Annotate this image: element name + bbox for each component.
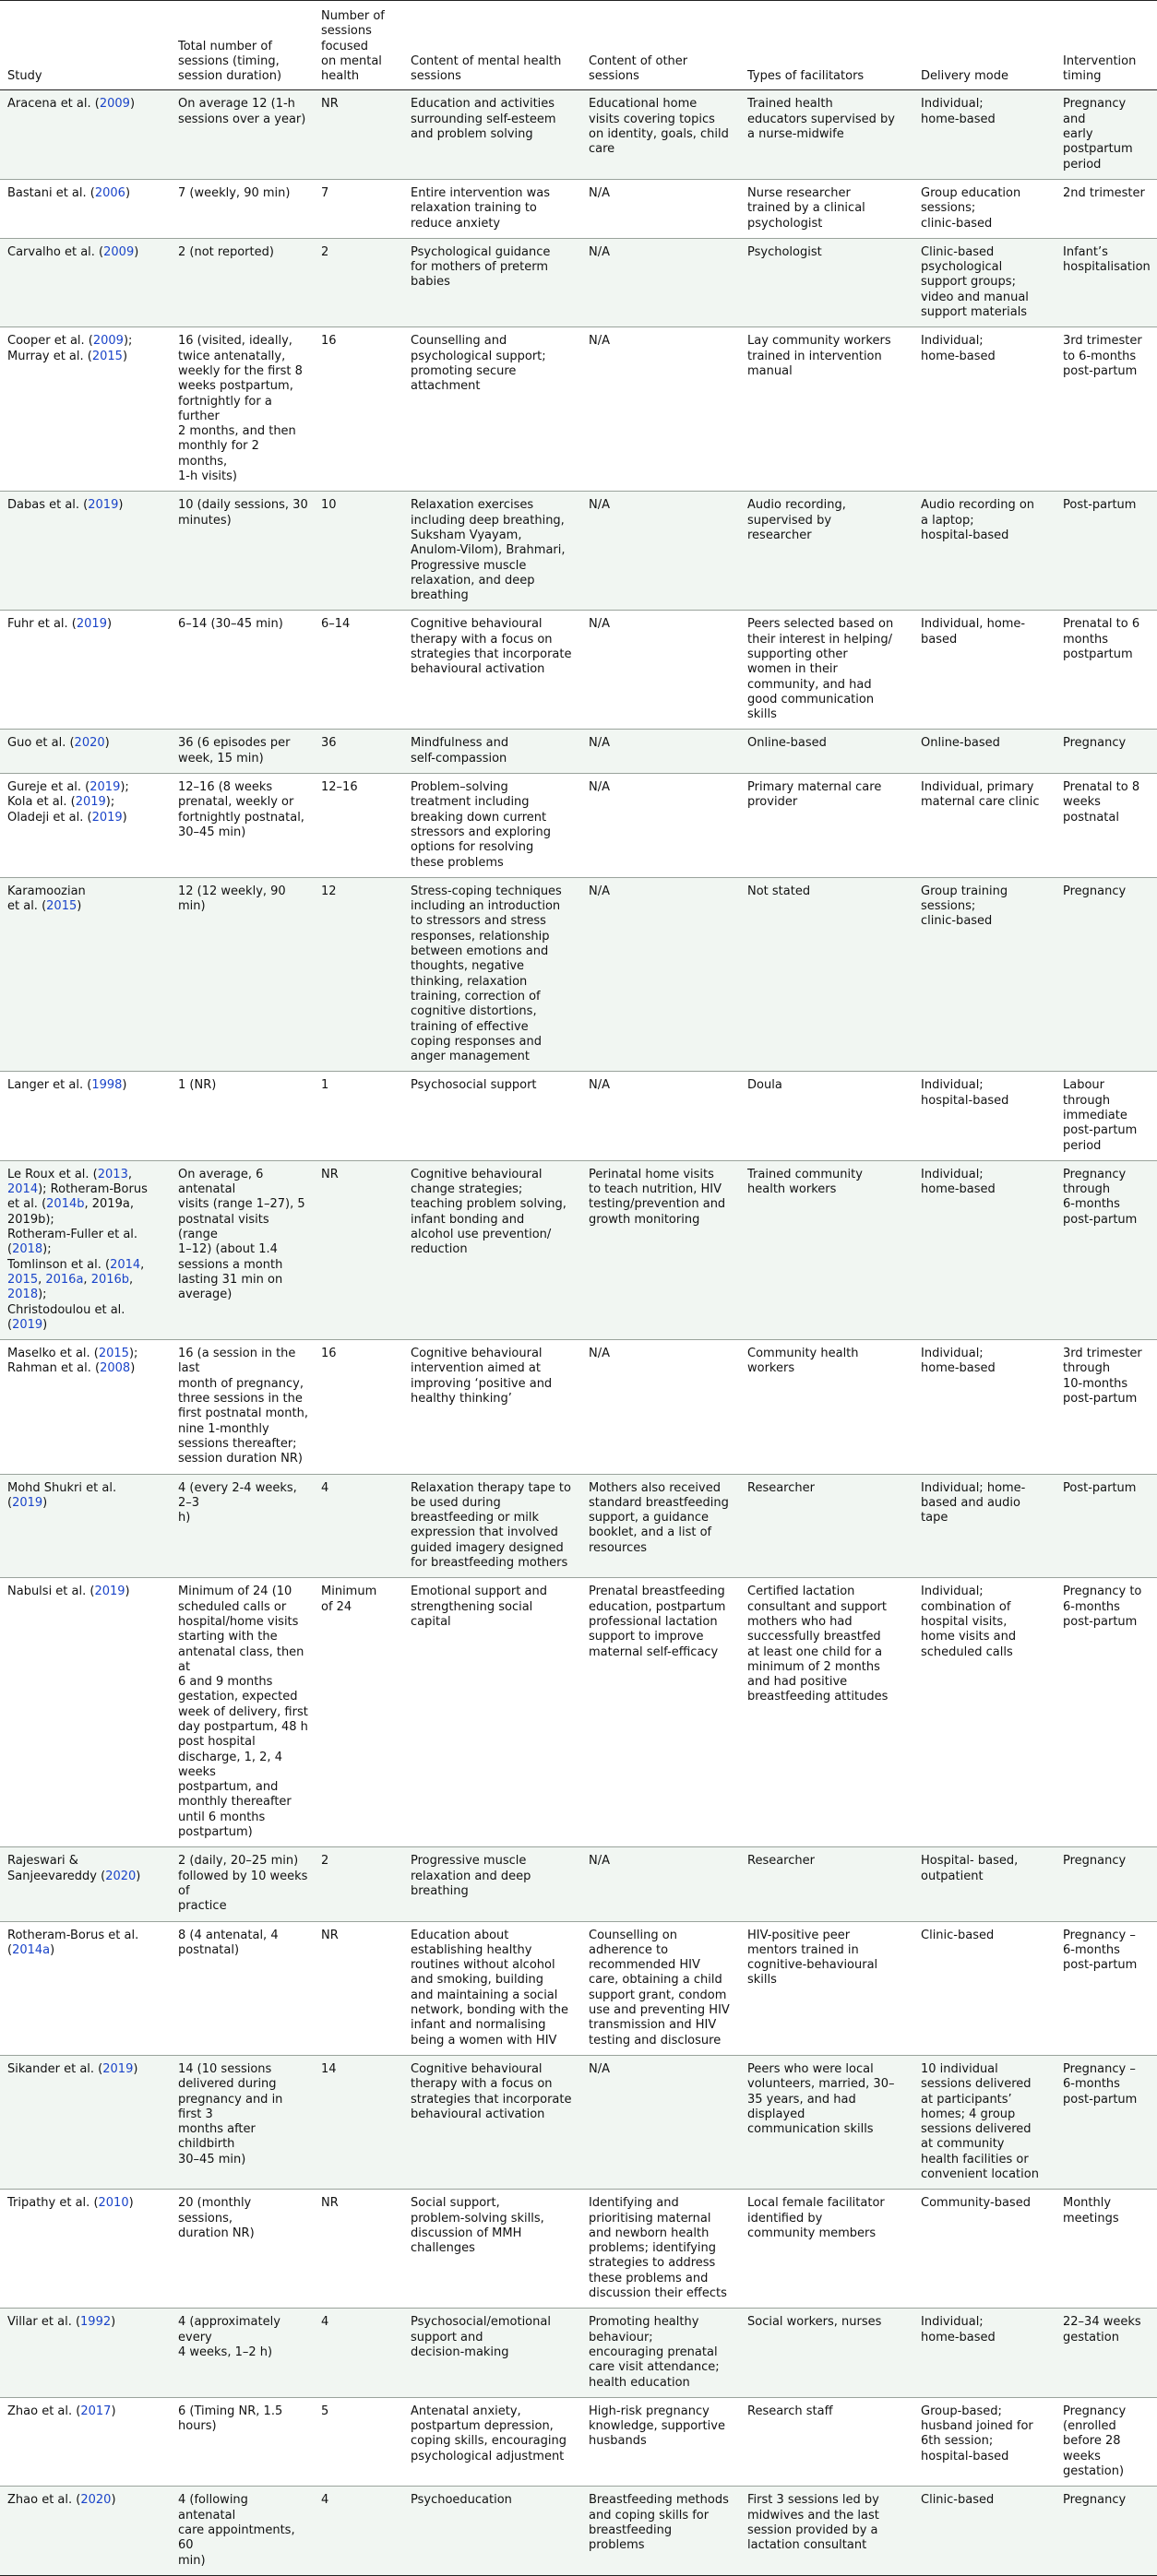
header-delivery-mode: Delivery mode xyxy=(913,1,1056,90)
cell-mental-health-content: Education and activities surrounding self-esteem and problem solving xyxy=(403,90,581,179)
header-facilitators: Types of facilitators xyxy=(740,1,913,90)
citation-year-link[interactable]: 2014 xyxy=(110,1257,141,1272)
cell-mental-health-content: Progressive muscle relaxation and deep breathing xyxy=(403,1847,581,1921)
study-text: Sikander et al. ( xyxy=(7,2061,103,2076)
citation-year-link[interactable]: 2015 xyxy=(7,1272,39,1287)
citation-year-link[interactable]: 2019 xyxy=(12,1495,43,1510)
cell-other-content: N/A xyxy=(581,877,740,1072)
cell-mental-health-sessions: 4 xyxy=(314,1474,403,1578)
table-row xyxy=(0,1160,1157,1339)
table-row xyxy=(0,2397,1157,2486)
cell-delivery-mode: Individual; combination of hospital visits, home visits and scheduled calls xyxy=(913,1578,1056,1847)
cell-study xyxy=(0,877,171,1072)
cell-mental-health-sessions: 16 xyxy=(314,1340,403,1474)
cell-facilitators: Psychologist xyxy=(740,238,913,326)
study-text: ) xyxy=(122,1078,127,1093)
study-text: Mohd Shukri et al. ( xyxy=(7,1480,117,1510)
study-text: ) xyxy=(42,1317,48,1332)
citation-year-link[interactable]: 2019 xyxy=(102,2061,134,2076)
cell-mental-health-content: Counselling and psychological support; promoting secure attachment xyxy=(403,327,581,492)
study-text: ); Rotheram-Borus et al. ( xyxy=(7,1182,148,1212)
citation-year-link[interactable]: 2020 xyxy=(80,2493,112,2508)
study-text: ) xyxy=(77,899,82,914)
cell-other-content: Prenatal breastfeeding education, postpartum professional lactation support to improve maternal self-efficacy xyxy=(581,1578,740,1847)
cell-intervention-timing: 3rd trimester to 6-months post-partum xyxy=(1056,327,1157,492)
cell-facilitators: Not stated xyxy=(740,877,913,1072)
citation-year-link[interactable]: 2019 xyxy=(75,795,106,810)
citation-year-link[interactable]: 2017 xyxy=(80,2404,112,2418)
study-text: Bastani et al. ( xyxy=(7,185,95,200)
cell-other-content: N/A xyxy=(581,611,740,730)
cell-mental-health-content: Cognitive behavioural intervention aimed at improving ‘positive and healthy thinking’ xyxy=(403,1340,581,1474)
cell-total-sessions: 4 (approximately every 4 weeks, 1–2 h) xyxy=(171,2309,314,2397)
cell-delivery-mode: Clinic-based psychological support groups; video and manual support materials xyxy=(913,238,1056,326)
cell-intervention-timing: Pregnancy xyxy=(1056,1847,1157,1921)
cell-intervention-timing: Pregnancy – 6-months post-partum xyxy=(1056,2055,1157,2189)
cell-total-sessions: 12–16 (8 weeks prenatal, weekly or fortnightly postnatal, 30–45 min) xyxy=(171,774,314,878)
study-text: Carvalho et al. ( xyxy=(7,244,104,259)
study-text: ) xyxy=(42,1495,48,1510)
table-body xyxy=(0,90,1157,2575)
header-other-content: Content of other sessions xyxy=(581,1,740,90)
table-row xyxy=(0,1921,1157,2055)
study-text: ) xyxy=(111,2315,116,2330)
cell-other-content: N/A xyxy=(581,1847,740,1921)
citation-year-link[interactable]: 2020 xyxy=(74,736,105,751)
header-intervention-timing: Intervention timing xyxy=(1056,1,1157,90)
table-row xyxy=(0,179,1157,238)
citation-year-link[interactable]: 2015 xyxy=(91,349,123,363)
header-total-sessions: Total number of sessions (timing, session duration) xyxy=(171,1,314,90)
study-text: , xyxy=(38,1272,46,1287)
cell-intervention-timing: Post-partum xyxy=(1056,492,1157,611)
study-text: ) xyxy=(122,810,127,825)
cell-intervention-timing: Pregnancy xyxy=(1056,730,1157,774)
cell-total-sessions: 20 (monthly sessions, duration NR) xyxy=(171,2190,314,2309)
cell-mental-health-sessions: 1 xyxy=(314,1072,403,1160)
cell-delivery-mode: Group training sessions; clinic-based xyxy=(913,877,1056,1072)
table-row xyxy=(0,492,1157,611)
cell-other-content: Educational home visits covering topics on identity, goals, child care xyxy=(581,90,740,179)
cell-study xyxy=(0,611,171,730)
cell-total-sessions: 14 (10 sessions delivered during pregnancy and in first 3 months after childbirth 30–45 min) xyxy=(171,2055,314,2189)
cell-total-sessions: 1 (NR) xyxy=(171,1072,314,1160)
study-text: , xyxy=(129,1272,134,1287)
header-study: Study xyxy=(0,1,171,90)
cell-intervention-timing: Monthly meetings xyxy=(1056,2190,1157,2309)
study-text: , xyxy=(127,1167,132,1181)
cell-study xyxy=(0,2309,171,2397)
cell-delivery-mode: Online-based xyxy=(913,730,1056,774)
cell-study xyxy=(0,1072,171,1160)
cell-delivery-mode: Individual, home- based xyxy=(913,611,1056,730)
cell-other-content: Breastfeeding methods and coping skills for breastfeeding problems xyxy=(581,2487,740,2575)
cell-mental-health-sessions: NR xyxy=(314,1160,403,1339)
study-text: Fuhr et al. ( xyxy=(7,617,77,632)
study-text: Karamoozian et al. ( xyxy=(7,884,86,914)
cell-mental-health-sessions: 2 xyxy=(314,238,403,326)
cell-intervention-timing: Labour through immediate post-partum period xyxy=(1056,1072,1157,1160)
study-text: ) xyxy=(50,1942,55,1957)
study-text: ); Christodoulou et al. ( xyxy=(7,1288,125,1332)
study-text: ) xyxy=(104,736,110,751)
citation-year-link[interactable]: 2016b xyxy=(90,1272,130,1287)
study-text: Tripathy et al. ( xyxy=(7,2196,99,2211)
table-row xyxy=(0,774,1157,878)
citation-year-link[interactable]: 1992 xyxy=(80,2315,112,2330)
cell-mental-health-content: Problem–solving treatment including breaking down current stressors and exploring options for resolving these problems xyxy=(403,774,581,878)
citation-year-link[interactable]: 2010 xyxy=(98,2196,129,2211)
cell-intervention-timing: Pregnancy through 6-months post-partum xyxy=(1056,1160,1157,1339)
table-row xyxy=(0,1847,1157,1921)
cell-mental-health-content: Education about establishing healthy routines without alcohol and smoking, building and maintaining a social network, bonding with the infant and normalising being a women with HIV xyxy=(403,1921,581,2055)
citation-year-link[interactable]: 2019 xyxy=(12,1317,43,1332)
cell-mental-health-content: Entire intervention was relaxation training to reduce anxiety xyxy=(403,179,581,238)
citation-year-link[interactable]: 2019 xyxy=(94,1585,125,1599)
cell-study xyxy=(0,90,171,179)
study-text: Cooper et al. ( xyxy=(7,334,93,349)
cell-total-sessions: 8 (4 antenatal, 4 postnatal) xyxy=(171,1921,314,2055)
cell-total-sessions: 16 (a session in the last month of pregnancy, three sessions in the first postnatal month, nine 1-monthly sessions thereafter; session duration NR) xyxy=(171,1340,314,1474)
cell-study xyxy=(0,774,171,878)
cell-facilitators: Researcher xyxy=(740,1474,913,1578)
citation-year-link[interactable]: 2008 xyxy=(100,1361,131,1376)
cell-intervention-timing: Pregnancy and early postpartum period xyxy=(1056,90,1157,179)
cell-study xyxy=(0,1160,171,1339)
cell-study xyxy=(0,730,171,774)
cell-other-content: Counselling on adherence to recommended HIV care, obtaining a child support grant, condom use and preventing HIV transmission and HIV testing and disclosure xyxy=(581,1921,740,2055)
citation-year-link[interactable]: 2018 xyxy=(12,1242,43,1257)
cell-mental-health-content: Psychosocial support xyxy=(403,1072,581,1160)
cell-other-content: N/A xyxy=(581,1340,740,1474)
cell-facilitators: Community health workers xyxy=(740,1340,913,1474)
cell-delivery-mode: Individual; home- based and audio tape xyxy=(913,1474,1056,1578)
cell-facilitators: Nurse researcher trained by a clinical psychologist xyxy=(740,179,913,238)
cell-total-sessions: 4 (every 2-4 weeks, 2–3 h) xyxy=(171,1474,314,1578)
cell-other-content: N/A xyxy=(581,1072,740,1160)
cell-study xyxy=(0,1847,171,1921)
study-text: ) xyxy=(125,1585,130,1599)
citation-year-link[interactable]: 2009 xyxy=(92,334,124,349)
cell-mental-health-content: Antenatal anxiety, postpartum depression, coping skills, encouraging psychological adjustment xyxy=(403,2397,581,2486)
study-text: Le Roux et al. ( xyxy=(7,1167,98,1181)
study-text: ) xyxy=(130,1361,136,1376)
study-text: Zhao et al. ( xyxy=(7,2404,81,2418)
cell-mental-health-sessions: 4 xyxy=(314,2309,403,2397)
citation-year-link[interactable]: 2019 xyxy=(91,810,123,825)
cell-facilitators: Online-based xyxy=(740,730,913,774)
cell-facilitators: First 3 sessions led by midwives and the last session provided by a lactation consultant xyxy=(740,2487,913,2575)
cell-facilitators: Peers selected based on their interest in helping/ supporting other women in their community, and had good communication skills xyxy=(740,611,913,730)
cell-mental-health-sessions: 12 xyxy=(314,877,403,1072)
study-text: Aracena et al. ( xyxy=(7,97,100,112)
table-row xyxy=(0,1474,1157,1578)
study-text: Dabas et al. ( xyxy=(7,498,89,513)
header-mental-health-sessions: Number of sessions focused on mental health xyxy=(314,1,403,90)
cell-delivery-mode: Clinic-based xyxy=(913,2487,1056,2575)
cell-delivery-mode: Clinic-based xyxy=(913,1921,1056,2055)
cell-other-content: High-risk pregnancy knowledge, supportive husbands xyxy=(581,2397,740,2486)
cell-delivery-mode: Community-based xyxy=(913,2190,1056,2309)
cell-facilitators: Researcher xyxy=(740,1847,913,1921)
cell-mental-health-content: Relaxation therapy tape to be used during breastfeeding or milk expression that involved guided imagery designed for breastfeeding mothers xyxy=(403,1474,581,1578)
citation-year-link[interactable]: 2019 xyxy=(89,780,121,795)
cell-mental-health-sessions: 6–14 xyxy=(314,611,403,730)
cell-mental-health-sessions: 4 xyxy=(314,2487,403,2575)
cell-mental-health-content: Relaxation exercises including deep breathing, Suksham Vyayam, Anulom-Vilom), Brahmari, Progressive muscle relaxation, and deep breathing xyxy=(403,492,581,611)
citation-year-link[interactable]: 2014 xyxy=(7,1182,39,1197)
table-row xyxy=(0,327,1157,492)
cell-facilitators: Audio recording, supervised by researcher xyxy=(740,492,913,611)
cell-delivery-mode: Individual, primary maternal care clinic xyxy=(913,774,1056,878)
cell-facilitators: HIV-positive peer mentors trained in cognitive-behavioural skills xyxy=(740,1921,913,2055)
study-text: , xyxy=(140,1257,145,1272)
cell-study xyxy=(0,492,171,611)
table-row xyxy=(0,877,1157,1072)
study-text: ) xyxy=(118,498,124,513)
table-row xyxy=(0,2055,1157,2189)
cell-other-content: Mothers also received standard breastfeeding support, a guidance booklet, and a list of resources xyxy=(581,1474,740,1578)
cell-intervention-timing: Post-partum xyxy=(1056,1474,1157,1578)
table-row xyxy=(0,1340,1157,1474)
table-row xyxy=(0,730,1157,774)
cell-mental-health-sessions: 2 xyxy=(314,1847,403,1921)
cell-mental-health-sessions: NR xyxy=(314,1921,403,2055)
study-text: Maselko et al. ( xyxy=(7,1347,99,1361)
citation-year-link[interactable]: 2018 xyxy=(7,1288,39,1302)
citation-year-link[interactable]: 1998 xyxy=(91,1078,123,1093)
cell-total-sessions: Minimum of 24 (10 scheduled calls or hospital/home visits starting with the antenatal class, then at 6 and 9 months gestation, expected week of delivery, first day postpartum, 48 h post hospital discharge, 1, 2, 4 weeks postpartum, and monthly thereafter until 6 months postpartum) xyxy=(171,1578,314,1847)
cell-mental-health-sessions: 5 xyxy=(314,2397,403,2486)
cell-facilitators: Peers who were local volunteers, married, 30– 35 years, and had displayed communication skills xyxy=(740,2055,913,2189)
cell-total-sessions: On average, 6 antenatal visits (range 1–27), 5 postnatal visits (range 1–12) (about 1.4 sessions a month lasting 31 min on average) xyxy=(171,1160,314,1339)
header-mental-health-content: Content of mental health sessions xyxy=(403,1,581,90)
study-text: ) xyxy=(106,617,113,632)
cell-total-sessions: 16 (visited, ideally, twice antenatally, weekly for the first 8 weeks postpartum, fortnightly for a further 2 months, and then monthly for 2 months, 1-h visits) xyxy=(171,327,314,492)
cell-facilitators: Local female facilitator identified by community members xyxy=(740,2190,913,2309)
cell-intervention-timing: 2nd trimester xyxy=(1056,179,1157,238)
cell-delivery-mode: Group education sessions; clinic-based xyxy=(913,179,1056,238)
table-header xyxy=(0,1,1157,90)
cell-study xyxy=(0,179,171,238)
header-row xyxy=(0,1,1157,90)
cell-mental-health-sessions: 16 xyxy=(314,327,403,492)
citation-year-link[interactable]: 2014a xyxy=(12,1942,51,1957)
cell-other-content: N/A xyxy=(581,730,740,774)
cell-total-sessions: On average 12 (1-h sessions over a year) xyxy=(171,90,314,179)
citation-year-link[interactable]: 2019 xyxy=(88,498,119,513)
study-text: Langer et al. ( xyxy=(7,1078,92,1093)
study-text: ); Oladeji et al. ( xyxy=(7,795,115,825)
citation-year-link[interactable]: 2009 xyxy=(103,244,135,259)
cell-facilitators: Research staff xyxy=(740,2397,913,2486)
cell-total-sessions: 6 (Timing NR, 1.5 hours) xyxy=(171,2397,314,2486)
cell-facilitators: Doula xyxy=(740,1072,913,1160)
cell-mental-health-sessions: 10 xyxy=(314,492,403,611)
cell-total-sessions: 7 (weekly, 90 min) xyxy=(171,179,314,238)
study-text: ) xyxy=(129,97,136,112)
cell-study xyxy=(0,1578,171,1847)
citation-year-link[interactable]: 2016a xyxy=(45,1272,84,1287)
cell-study xyxy=(0,2487,171,2575)
cell-mental-health-sessions: 14 xyxy=(314,2055,403,2189)
citation-year-link[interactable]: 2019 xyxy=(76,617,107,632)
study-text: , xyxy=(83,1272,91,1287)
study-text: , 2019a, 2019b); Rotheram-Fuller et al. ( xyxy=(7,1197,138,1257)
cell-intervention-timing: Prenatal to 8 weeks postnatal xyxy=(1056,774,1157,878)
cell-facilitators: Lay community workers trained in intervention manual xyxy=(740,327,913,492)
study-text: Rotheram-Borus et al. ( xyxy=(7,1928,139,1957)
study-text: Gureje et al. ( xyxy=(7,780,90,795)
cell-mental-health-content: Cognitive behavioural therapy with a focus on strategies that incorporate behavioural activation xyxy=(403,611,581,730)
citation-year-link[interactable]: 2013 xyxy=(97,1167,128,1181)
cell-delivery-mode: Hospital- based, outpatient xyxy=(913,1847,1056,1921)
cell-total-sessions: 4 (following antenatal care appointments, 60 min) xyxy=(171,2487,314,2575)
study-text: Nabulsi et al. ( xyxy=(7,1585,95,1599)
study-text: Zhao et al. ( xyxy=(7,2493,81,2508)
table-row xyxy=(0,238,1157,326)
cell-mental-health-content: Psychological guidance for mothers of preterm babies xyxy=(403,238,581,326)
cell-delivery-mode: Individual; home-based xyxy=(913,1340,1056,1474)
cell-facilitators: Primary maternal care provider xyxy=(740,774,913,878)
cell-intervention-timing: Pregnancy – 6-months post-partum xyxy=(1056,1921,1157,2055)
cell-mental-health-sessions: 12–16 xyxy=(314,774,403,878)
cell-intervention-timing: Infant’s hospitalisation xyxy=(1056,238,1157,326)
cell-intervention-timing: Pregnancy xyxy=(1056,2487,1157,2575)
cell-study xyxy=(0,1921,171,2055)
cell-mental-health-sessions: 36 xyxy=(314,730,403,774)
cell-mental-health-content: Cognitive behavioural therapy with a focus on strategies that incorporate behavioural activation xyxy=(403,2055,581,2189)
cell-intervention-timing: Pregnancy xyxy=(1056,877,1157,1072)
study-text: ) xyxy=(111,2404,116,2418)
citation-year-link[interactable]: 2015 xyxy=(98,1347,129,1361)
cell-other-content: N/A xyxy=(581,238,740,326)
cell-delivery-mode: Individual; home-based xyxy=(913,90,1056,179)
citation-year-link[interactable]: 2020 xyxy=(105,1869,137,1883)
table-row xyxy=(0,90,1157,179)
cell-other-content: N/A xyxy=(581,492,740,611)
table-row xyxy=(0,2487,1157,2575)
cell-delivery-mode: Group-based; husband joined for 6th session; hospital-based xyxy=(913,2397,1056,2486)
study-text: ) xyxy=(125,185,131,200)
cell-mental-health-content: Cognitive behavioural change strategies; teaching problem solving, infant bonding and alcohol use prevention/ reduction xyxy=(403,1160,581,1339)
cell-other-content: Promoting healthy behaviour; encouraging prenatal care visit attendance; health education xyxy=(581,2309,740,2397)
cell-study xyxy=(0,327,171,492)
study-text: ) xyxy=(136,1869,141,1883)
cell-facilitators: Social workers, nurses xyxy=(740,2309,913,2397)
study-text: Rajeswari & Sanjeevareddy ( xyxy=(7,1854,106,1883)
study-text: ) xyxy=(133,2061,138,2076)
study-text: ) xyxy=(111,2493,116,2508)
citation-year-link[interactable]: 2014b xyxy=(46,1197,85,1212)
cell-mental-health-sessions: NR xyxy=(314,2190,403,2309)
cell-study xyxy=(0,2190,171,2309)
cell-mental-health-sessions: NR xyxy=(314,90,403,179)
table-row xyxy=(0,1072,1157,1160)
cell-facilitators: Certified lactation consultant and support mothers who had successfully breastfed at least one child for a minimum of 2 months and had positive breastfeeding attitudes xyxy=(740,1578,913,1847)
cell-total-sessions: 2 (not reported) xyxy=(171,238,314,326)
table-row xyxy=(0,2309,1157,2397)
cell-delivery-mode: Individual; hospital-based xyxy=(913,1072,1056,1160)
cell-total-sessions: 36 (6 episodes per week, 15 min) xyxy=(171,730,314,774)
cell-mental-health-content: Social support, problem-solving skills, discussion of MMH challenges xyxy=(403,2190,581,2309)
study-text: ) xyxy=(122,349,128,363)
cell-delivery-mode: Individual; home-based xyxy=(913,1160,1056,1339)
cell-intervention-timing: 22–34 weeks gestation xyxy=(1056,2309,1157,2397)
study-text: ); Kola et al. ( xyxy=(7,780,129,810)
study-text: Guo et al. ( xyxy=(7,736,75,751)
citation-year-link[interactable]: 2015 xyxy=(46,899,78,914)
cell-intervention-timing: Prenatal to 6 months postpartum xyxy=(1056,611,1157,730)
table-row xyxy=(0,2190,1157,2309)
cell-delivery-mode: Individual; home-based xyxy=(913,2309,1056,2397)
cell-other-content: Perinatal home visits to teach nutrition, HIV testing/prevention and growth monitoring xyxy=(581,1160,740,1339)
citation-year-link[interactable]: 2009 xyxy=(99,97,130,112)
cell-delivery-mode: Individual; home-based xyxy=(913,327,1056,492)
cell-other-content: Identifying and prioritising maternal and newborn health problems; identifying strategies to address these problems and discussion their effects xyxy=(581,2190,740,2309)
cell-intervention-timing: Pregnancy (enrolled before 28 weeks gestation) xyxy=(1056,2397,1157,2486)
cell-other-content: N/A xyxy=(581,327,740,492)
study-text: ); Murray et al. ( xyxy=(7,334,133,363)
cell-study xyxy=(0,238,171,326)
cell-mental-health-content: Mindfulness and self-compassion xyxy=(403,730,581,774)
cell-study xyxy=(0,1474,171,1578)
cell-mental-health-content: Psychosocial/emotional support and decision-making xyxy=(403,2309,581,2397)
cell-total-sessions: 2 (daily, 20–25 min) followed by 10 weeks of practice xyxy=(171,1847,314,1921)
study-text: ) xyxy=(128,2196,134,2211)
table-row xyxy=(0,611,1157,730)
cell-mental-health-content: Stress-coping techniques including an introduction to stressors and stress responses, relationship between emotions and thoughts, negative thinking, relaxation training, correction of cognitive distortions, training of effective coping responses and anger management xyxy=(403,877,581,1072)
cell-study xyxy=(0,2397,171,2486)
cell-facilitators: Trained health educators supervised by a nurse-midwife xyxy=(740,90,913,179)
cell-total-sessions: 6–14 (30–45 min) xyxy=(171,611,314,730)
cell-total-sessions: 12 (12 weekly, 90 min) xyxy=(171,877,314,1072)
cell-mental-health-sessions: 7 xyxy=(314,179,403,238)
study-text: Villar et al. ( xyxy=(7,2315,81,2330)
study-text: ) xyxy=(134,244,139,259)
cell-mental-health-content: Emotional support and strengthening social capital xyxy=(403,1578,581,1847)
cell-total-sessions: 10 (daily sessions, 30 minutes) xyxy=(171,492,314,611)
table-row xyxy=(0,1578,1157,1847)
cell-facilitators: Trained community health workers xyxy=(740,1160,913,1339)
cell-delivery-mode: 10 individual sessions delivered at participants’ homes; 4 group sessions delivered at community health facilities or convenient location xyxy=(913,2055,1056,2189)
cell-other-content: N/A xyxy=(581,2055,740,2189)
cell-study xyxy=(0,2055,171,2189)
study-text: ); Tomlinson et al. ( xyxy=(7,1242,111,1272)
citation-year-link[interactable]: 2006 xyxy=(94,185,125,200)
cell-mental-health-sessions: Minimum of 24 xyxy=(314,1578,403,1847)
cell-other-content: N/A xyxy=(581,774,740,878)
cell-study xyxy=(0,1340,171,1474)
cell-mental-health-content: Psychoeducation xyxy=(403,2487,581,2575)
cell-other-content: N/A xyxy=(581,179,740,238)
cell-intervention-timing: 3rd trimester through 10-months post-partum xyxy=(1056,1340,1157,1474)
cell-delivery-mode: Audio recording on a laptop; hospital-based xyxy=(913,492,1056,611)
cell-intervention-timing: Pregnancy to 6-months post-partum xyxy=(1056,1578,1157,1847)
study-text: ); Rahman et al. ( xyxy=(7,1347,138,1376)
